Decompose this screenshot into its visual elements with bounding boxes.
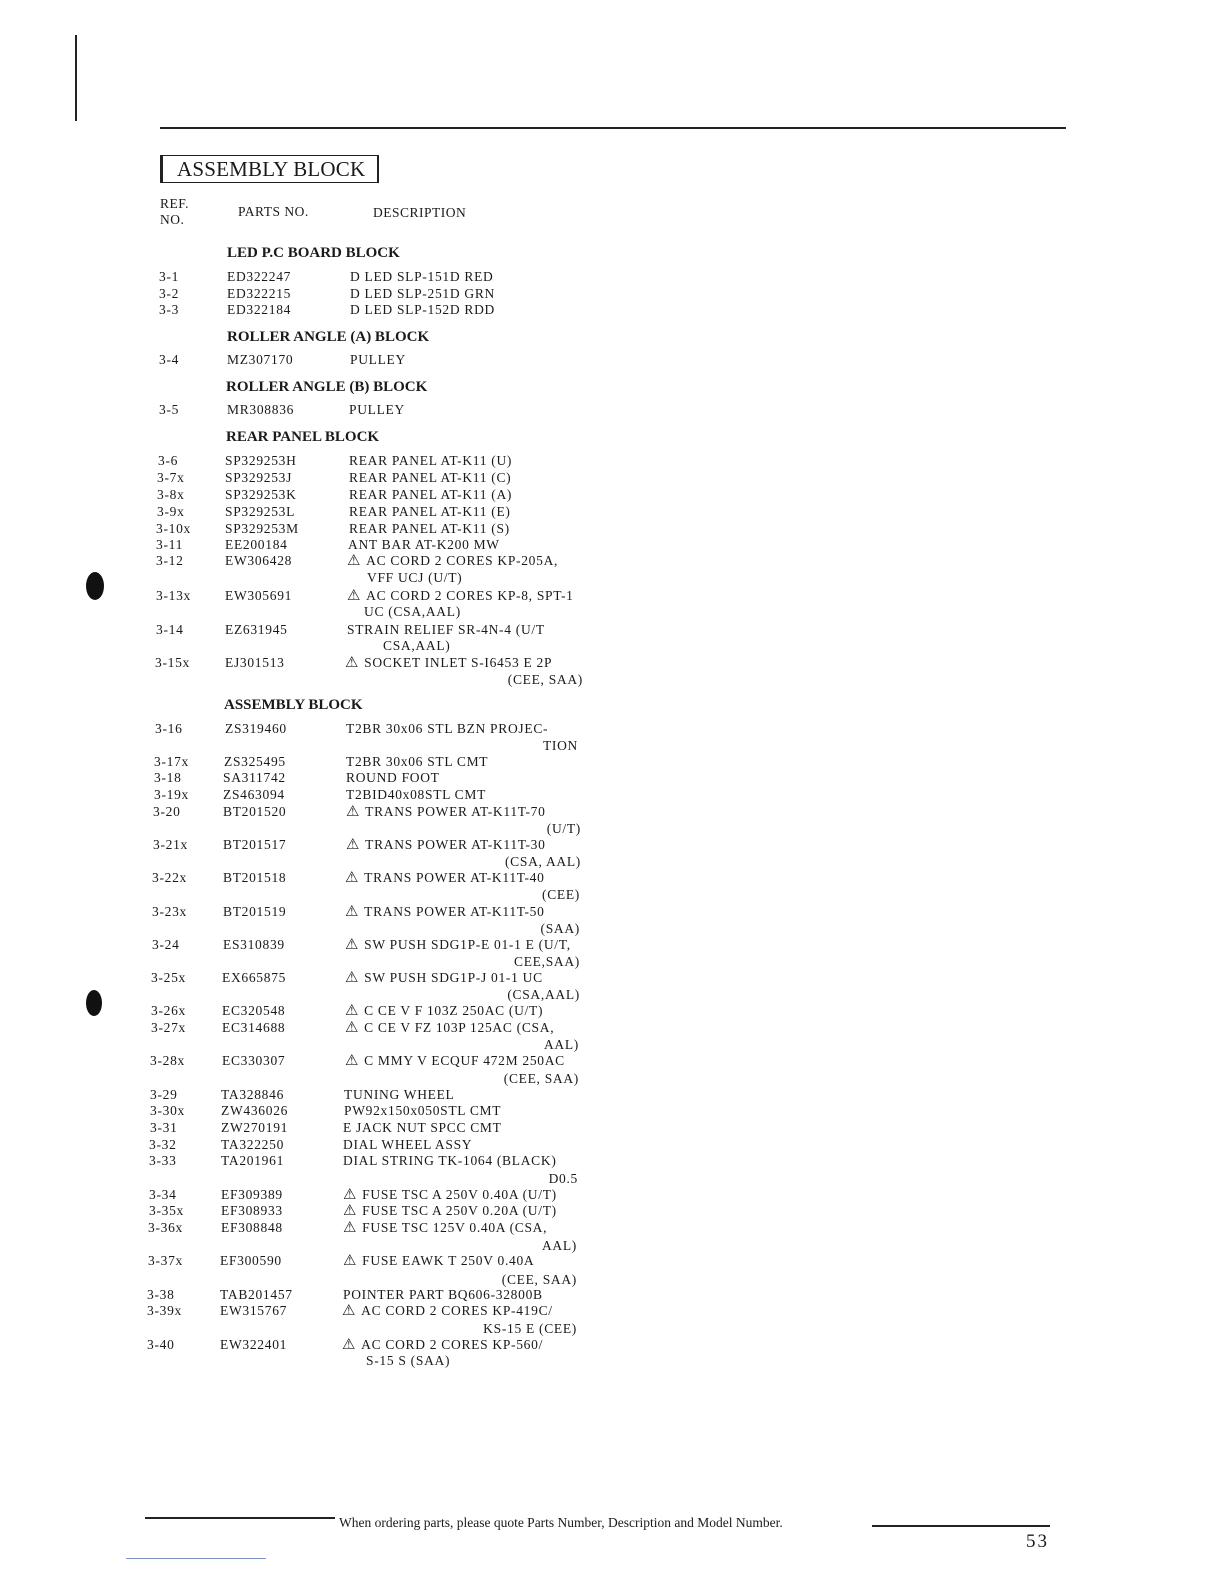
- row-description-text: AC CORD 2 CORES KP-560/: [361, 1337, 544, 1352]
- row-ref-no: 3-18: [154, 770, 182, 785]
- row-ref-no: 3-24: [152, 937, 180, 952]
- row-parts-no: EW305691: [225, 588, 293, 603]
- row-description-text: TRANS POWER AT-K11T-50: [364, 904, 545, 919]
- row-description: [348, 537, 500, 553]
- row-description-continued: (CEE, SAA): [507, 672, 583, 687]
- row-description-text: FUSE TSC 125V 0.40A (CSA,: [362, 1220, 548, 1235]
- row-description: [346, 754, 488, 770]
- group-heading: ROLLER ANGLE (B) BLOCK: [226, 379, 428, 395]
- row-description: [346, 721, 548, 737]
- row-description-text: T2BID40x08STL CMT: [346, 787, 487, 802]
- row-ref-no: 3-4: [159, 352, 180, 367]
- row-description-text: ROUND FOOT: [346, 770, 440, 785]
- row-description-continued: CSA,AAL): [383, 638, 451, 653]
- row-ref-no: 3-25x: [151, 970, 186, 985]
- group-heading: ROLLER ANGLE (A) BLOCK: [227, 329, 430, 345]
- row-parts-no: ZW436026: [221, 1103, 289, 1118]
- warning-triangle-icon: ⚠: [343, 1187, 358, 1203]
- warning-triangle-icon: ⚠: [345, 1053, 360, 1069]
- row-description: [343, 1253, 534, 1269]
- row-description: [345, 937, 571, 953]
- row-description: [345, 655, 552, 671]
- row-ref-no: 3-31: [150, 1120, 178, 1135]
- top-rule: [160, 127, 1066, 129]
- row-description-text: D LED SLP-251D GRN: [350, 286, 495, 301]
- row-parts-no: ZW270191: [221, 1120, 289, 1135]
- row-ref-no: 3-30x: [150, 1103, 185, 1118]
- row-parts-no: BT201518: [223, 870, 287, 885]
- row-description-continued: AAL): [543, 1037, 579, 1052]
- row-description-continued: UC (CSA,AAL): [364, 604, 461, 619]
- warning-triangle-icon: ⚠: [346, 804, 361, 820]
- row-description: [343, 1137, 472, 1153]
- row-description: [350, 286, 495, 302]
- row-ref-no: 3-10x: [156, 521, 191, 536]
- row-description: [347, 588, 574, 604]
- row-description-text: D LED SLP-152D RDD: [350, 302, 495, 317]
- row-description: [345, 970, 543, 986]
- scan-line: [126, 1558, 266, 1559]
- row-description-text: PULLEY: [350, 352, 406, 367]
- warning-triangle-icon: ⚠: [347, 588, 362, 604]
- row-description-continued: (CEE): [542, 887, 580, 902]
- header-parts-no: PARTS NO.: [238, 204, 309, 219]
- row-description: [343, 1203, 557, 1219]
- row-ref-no: 3-39x: [147, 1303, 182, 1318]
- row-parts-no: EJ301513: [225, 655, 285, 670]
- row-description: [350, 352, 406, 368]
- row-parts-no: ED322215: [227, 286, 292, 301]
- row-description-text: FUSE EAWK T 250V 0.40A: [362, 1253, 535, 1268]
- row-description-text: E JACK NUT SPCC CMT: [343, 1120, 502, 1135]
- row-ref-no: 3-34: [149, 1187, 177, 1202]
- row-description: [346, 837, 546, 853]
- row-parts-no: ES310839: [223, 937, 285, 952]
- row-description-continued: (CEE, SAA): [503, 1071, 579, 1086]
- punch-hole-mark: [86, 572, 104, 600]
- row-ref-no: 3-17x: [154, 754, 189, 769]
- row-parts-no: ZS325495: [224, 754, 286, 769]
- header-description: DESCRIPTION: [373, 205, 467, 220]
- row-parts-no: EZ631945: [225, 622, 288, 637]
- row-ref-no: 3-14: [156, 622, 184, 637]
- warning-triangle-icon: ⚠: [345, 1020, 360, 1036]
- row-description-continued: D0.5: [548, 1171, 578, 1186]
- row-description-text: SW PUSH SDG1P-E 01-1 E (U/T,: [364, 937, 571, 952]
- row-parts-no: EF300590: [220, 1253, 282, 1268]
- row-description-text: DIAL STRING TK-1064 (BLACK): [343, 1153, 557, 1168]
- row-parts-no: EE200184: [225, 537, 288, 552]
- header-ref: REF. NO.: [160, 196, 190, 227]
- row-description: [343, 1220, 547, 1236]
- row-description-continued: VFF UCJ (U/T): [367, 570, 463, 585]
- footer-note: When ordering parts, please quote Parts Number, Description and Model Number.: [339, 1515, 783, 1530]
- row-ref-no: 3-7x: [157, 470, 185, 485]
- warning-triangle-icon: ⚠: [345, 655, 360, 671]
- row-ref-no: 3-9x: [157, 504, 185, 519]
- group-heading: ASSEMBLY BLOCK: [224, 697, 363, 713]
- row-description-text: AC CORD 2 CORES KP-8, SPT-1: [366, 588, 574, 603]
- row-parts-no: SA311742: [223, 770, 286, 785]
- group-heading: REAR PANEL BLOCK: [226, 429, 380, 445]
- row-description: [346, 804, 546, 820]
- row-ref-no: 3-37x: [148, 1253, 183, 1268]
- row-parts-no: EC330307: [222, 1053, 286, 1068]
- row-parts-no: EW322401: [220, 1337, 288, 1352]
- row-description-text: PULLEY: [349, 402, 405, 417]
- row-ref-no: 3-5: [159, 402, 180, 417]
- warning-triangle-icon: ⚠: [343, 1253, 358, 1269]
- row-parts-no: TA322250: [221, 1137, 285, 1152]
- row-parts-no: EW306428: [225, 553, 293, 568]
- row-description: [349, 470, 511, 486]
- warning-triangle-icon: ⚠: [343, 1220, 358, 1236]
- row-description: [349, 521, 510, 537]
- row-description: [346, 770, 440, 786]
- row-ref-no: 3-6: [158, 453, 179, 468]
- warning-triangle-icon: ⚠: [342, 1303, 357, 1319]
- row-parts-no: BT201520: [223, 804, 287, 819]
- row-description: [342, 1337, 543, 1353]
- row-description: [343, 1153, 557, 1169]
- row-description-text: AC CORD 2 CORES KP-205A,: [366, 553, 559, 568]
- row-description-text: REAR PANEL AT-K11 (C): [349, 470, 512, 485]
- row-ref-no: 3-26x: [151, 1003, 186, 1018]
- row-ref-no: 3-11: [156, 537, 184, 552]
- row-description-text: FUSE TSC A 250V 0.40A (U/T): [362, 1187, 557, 1202]
- row-parts-no: EX665875: [222, 970, 287, 985]
- row-parts-no: EF308933: [221, 1203, 283, 1218]
- row-ref-no: 3-32: [149, 1137, 177, 1152]
- row-parts-no: SP329253J: [225, 470, 293, 485]
- row-description: [349, 504, 511, 520]
- row-description-text: TRANS POWER AT-K11T-70: [365, 804, 546, 819]
- row-description-text: DIAL WHEEL ASSY: [343, 1137, 473, 1152]
- row-ref-no: 3-19x: [154, 787, 189, 802]
- row-description: [342, 1303, 553, 1319]
- row-description: [347, 553, 558, 569]
- row-ref-no: 3-23x: [152, 904, 187, 919]
- row-description-continued: CEE,SAA): [514, 954, 580, 969]
- row-description-text: REAR PANEL AT-K11 (E): [349, 504, 511, 519]
- row-description-text: C MMY V ECQUF 472M 250AC: [364, 1053, 565, 1068]
- row-description: [345, 1053, 565, 1069]
- row-ref-no: 3-35x: [149, 1203, 184, 1218]
- row-description-text: ANT BAR AT-K200 MW: [348, 537, 500, 552]
- row-description-text: STRAIN RELIEF SR-4N-4 (U/T: [347, 622, 545, 637]
- row-description: [344, 1087, 455, 1103]
- row-ref-no: 3-12: [156, 553, 184, 568]
- row-ref-no: 3-21x: [153, 837, 188, 852]
- row-parts-no: TA328846: [221, 1087, 285, 1102]
- row-description-text: REAR PANEL AT-K11 (A): [349, 487, 513, 502]
- warning-triangle-icon: ⚠: [345, 904, 360, 920]
- row-description-text: T2BR 30x06 STL BZN PROJEC-: [346, 721, 549, 736]
- row-ref-no: 3-40: [147, 1337, 175, 1352]
- row-description-text: SW PUSH SDG1P-J 01-1 UC: [364, 970, 543, 985]
- warning-triangle-icon: ⚠: [345, 937, 360, 953]
- row-parts-no: ED322247: [227, 269, 292, 284]
- row-description: [347, 622, 545, 638]
- row-description-continued: (SAA): [540, 921, 580, 936]
- row-description-text: C CE V F 103Z 250AC (U/T): [364, 1003, 544, 1018]
- row-ref-no: 3-29: [150, 1087, 178, 1102]
- row-parts-no: EF308848: [221, 1220, 283, 1235]
- row-parts-no: SP329253L: [225, 504, 296, 519]
- row-description-text: REAR PANEL AT-K11 (U): [349, 453, 513, 468]
- row-parts-no: SP329253K: [225, 487, 297, 502]
- row-description: [350, 269, 493, 285]
- row-ref-no: 3-3: [159, 302, 180, 317]
- warning-triangle-icon: ⚠: [342, 1337, 357, 1353]
- row-description-text: POINTER PART BQ606-32800B: [343, 1287, 543, 1302]
- punch-hole-mark: [86, 990, 102, 1016]
- footer-rule-right: [872, 1525, 1050, 1527]
- warning-triangle-icon: ⚠: [343, 1203, 358, 1219]
- row-parts-no: TAB201457: [220, 1287, 293, 1302]
- row-ref-no: 3-33: [149, 1153, 177, 1168]
- margin-mark: [75, 35, 77, 121]
- row-description-text: D LED SLP-151D RED: [350, 269, 494, 284]
- row-ref-no: 3-27x: [151, 1020, 186, 1035]
- row-description-text: REAR PANEL AT-K11 (S): [349, 521, 510, 536]
- warning-triangle-icon: ⚠: [345, 1003, 360, 1019]
- row-parts-no: SP329253H: [225, 453, 297, 468]
- row-ref-no: 3-15x: [155, 655, 190, 670]
- row-description-text: C CE V FZ 103P 125AC (CSA,: [364, 1020, 555, 1035]
- row-description: [345, 870, 545, 886]
- row-description-text: TUNING WHEEL: [344, 1087, 455, 1102]
- warning-triangle-icon: ⚠: [345, 870, 360, 886]
- warning-triangle-icon: ⚠: [347, 553, 362, 569]
- row-parts-no: MR308836: [227, 402, 295, 417]
- row-description: [344, 1103, 501, 1119]
- row-description: [349, 402, 405, 418]
- row-parts-no: SP329253M: [225, 521, 299, 536]
- row-description: [349, 453, 512, 469]
- row-description: [345, 904, 545, 920]
- row-description-text: AC CORD 2 CORES KP-419C/: [361, 1303, 553, 1318]
- row-description: [345, 1020, 554, 1036]
- row-description-continued: (CSA, AAL): [504, 854, 581, 869]
- row-description-continued: (CEE, SAA): [501, 1272, 577, 1287]
- row-ref-no: 3-16: [155, 721, 183, 736]
- row-description-text: SOCKET INLET S-I6453 E 2P: [364, 655, 553, 670]
- row-parts-no: TA201961: [221, 1153, 285, 1168]
- row-description: [343, 1287, 543, 1303]
- row-parts-no: EF309389: [221, 1187, 283, 1202]
- row-ref-no: 3-1: [159, 269, 180, 284]
- row-description-text: T2BR 30x06 STL CMT: [346, 754, 489, 769]
- row-ref-no: 3-8x: [157, 487, 185, 502]
- row-description-text: PW92x150x050STL CMT: [344, 1103, 502, 1118]
- row-description-continued: AAL): [541, 1238, 577, 1253]
- row-parts-no: EC314688: [222, 1020, 286, 1035]
- row-description-continued: (CSA,AAL): [507, 987, 580, 1002]
- row-description-text: TRANS POWER AT-K11T-40: [364, 870, 545, 885]
- row-ref-no: 3-28x: [150, 1053, 185, 1068]
- row-ref-no: 3-20: [153, 804, 181, 819]
- row-description-text: FUSE TSC A 250V 0.20A (U/T): [362, 1203, 557, 1218]
- section-title: ASSEMBLY BLOCK: [160, 155, 379, 183]
- row-ref-no: 3-22x: [152, 870, 187, 885]
- warning-triangle-icon: ⚠: [345, 970, 360, 986]
- row-description-continued: S-15 S (SAA): [366, 1353, 451, 1368]
- row-description-continued: KS-15 E (CEE): [483, 1321, 577, 1336]
- row-parts-no: MZ307170: [227, 352, 294, 367]
- row-description-continued: TION: [542, 738, 578, 753]
- group-heading: LED P.C BOARD BLOCK: [227, 245, 400, 261]
- row-parts-no: BT201519: [223, 904, 287, 919]
- row-description: [350, 302, 495, 318]
- row-parts-no: EW315767: [220, 1303, 288, 1318]
- row-ref-no: 3-36x: [148, 1220, 183, 1235]
- row-description: [349, 487, 512, 503]
- warning-triangle-icon: ⚠: [346, 837, 361, 853]
- row-description-continued: (U/T): [546, 821, 581, 836]
- row-parts-no: BT201517: [223, 837, 287, 852]
- row-ref-no: 3-38: [147, 1287, 175, 1302]
- row-description: [345, 1003, 543, 1019]
- row-description: [346, 787, 486, 803]
- footer-rule-left: [145, 1517, 335, 1519]
- row-description-text: TRANS POWER AT-K11T-30: [365, 837, 546, 852]
- row-parts-no: ZS463094: [223, 787, 285, 802]
- page-number: 53: [1026, 1531, 1049, 1552]
- row-parts-no: ED322184: [227, 302, 292, 317]
- row-ref-no: 3-2: [159, 286, 180, 301]
- row-description: [343, 1187, 557, 1203]
- row-description: [343, 1120, 502, 1136]
- row-parts-no: ZS319460: [225, 721, 287, 736]
- row-parts-no: EC320548: [222, 1003, 286, 1018]
- row-ref-no: 3-13x: [156, 588, 191, 603]
